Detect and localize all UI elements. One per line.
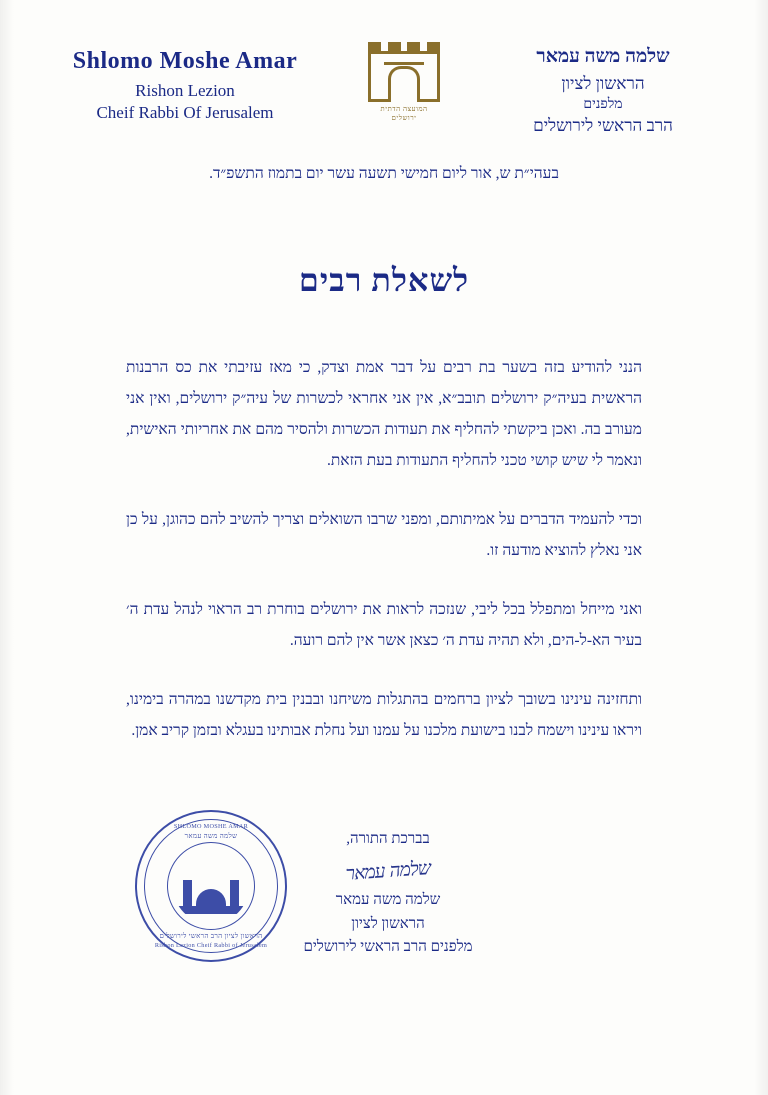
date-line: בעהי״ת ש, אור ליום חמישי תשעה עשר יום בתמוז התשפ״ד.: [209, 165, 559, 182]
signature-line: הראשון לציון: [351, 915, 425, 932]
seal-text-top-hebrew: שלמה משה עמאר: [184, 832, 238, 840]
body-paragraph: ותחזינה עינינו בשובך לציון ברחמים בהתגלות משיחנו ובבנין בית מקדשנו במהרה בימינו, ויראו עינינו וישמח לבנו בישועת מלכנו על עמנו ועל נחלת אבותינו בעגלא ובזמן קריב אמן.: [126, 691, 642, 739]
signature-line: מלפנים הרב הראשי לירושלים: [303, 938, 473, 955]
page-title: לשאלת רבים: [298, 262, 470, 298]
signature-line: שלמה משה עמאר: [335, 892, 441, 909]
emblem-caption-line1: המועצה הדתית: [380, 105, 428, 113]
body-paragraph: וכדי להעמיד הדברים על אמיתותם, ומפני שרבו השואלים וצריך להשיב להם כהוגן, על כן אני נאלץ להוציא מודעה זו.: [126, 511, 642, 559]
round-rabbinical-seal-icon: [135, 810, 287, 962]
handwritten-signature: שלמה עמאר: [345, 857, 431, 886]
scan-edge-right: [754, 0, 768, 1095]
letterhead-title-hebrew-2: מלפנים: [583, 96, 623, 112]
letterhead-name-latin: Shlomo Moshe Amar: [72, 48, 298, 74]
letterhead-hebrew-block: [478, 40, 728, 136]
letterhead-title-latin-1: Rishon Lezion: [135, 81, 235, 101]
letterhead-title-latin-2: Cheif Rabbi Of Jerusalem: [96, 103, 274, 123]
signature-blessing: בברכת התורה,: [346, 831, 430, 847]
seal-text-top-latin: SHLOMO MOSHE AMAR: [173, 823, 249, 830]
jerusalem-rabbinate-emblem-icon: [368, 42, 440, 102]
signature-block: [288, 828, 488, 959]
letterhead-title-hebrew-1: הראשון לציון: [561, 73, 645, 93]
seal-text-bottom-hebrew: הראשון לציון הרב הראשי לירושלים: [159, 932, 263, 940]
letterhead-emblem-block: [344, 40, 464, 122]
scan-edge-left: [0, 0, 14, 1095]
body-paragraph: ואני מייחל ומתפלל בכל ליבי, שנזכה לראות את ירושלים בוחרת רב הראוי לנהל עדת ה׳ בעיר הא-ל-הים, ולא תהיה עדת ה׳ כצאן אשר אין להם רועה.: [126, 601, 642, 649]
letterhead: [40, 40, 728, 140]
emblem-caption-line2: ירושלים: [391, 114, 417, 122]
body-paragraph: הנני להודיע בזה בשער בת רבים על דבר אמת וצדק, כי מאז עזיבתי את כס הרבנות הראשית בעיה״ק ירושלים תובב״א, אין אני אחראי לכשרות של עיה״ק ירושלים, ואין אני מעורב בה. ואכן ביקשתי להחליף את תעודות הכשרות ולהסיר מהם את אחריותי האישית, ונאמר לי שיש קושי טכני להחליף התעודות בעת הזאת.: [126, 359, 642, 469]
letterhead-name-hebrew: שלמה משה עמאר: [536, 46, 670, 67]
letter-body: [126, 352, 642, 746]
letterhead-title-hebrew-3: הרב הראשי לירושלים: [533, 115, 673, 135]
letterhead-latin-block: [40, 40, 330, 123]
seal-text-bottom-latin: Rishon Lezion Cheif Rabbi of Jerusalem: [154, 942, 268, 949]
